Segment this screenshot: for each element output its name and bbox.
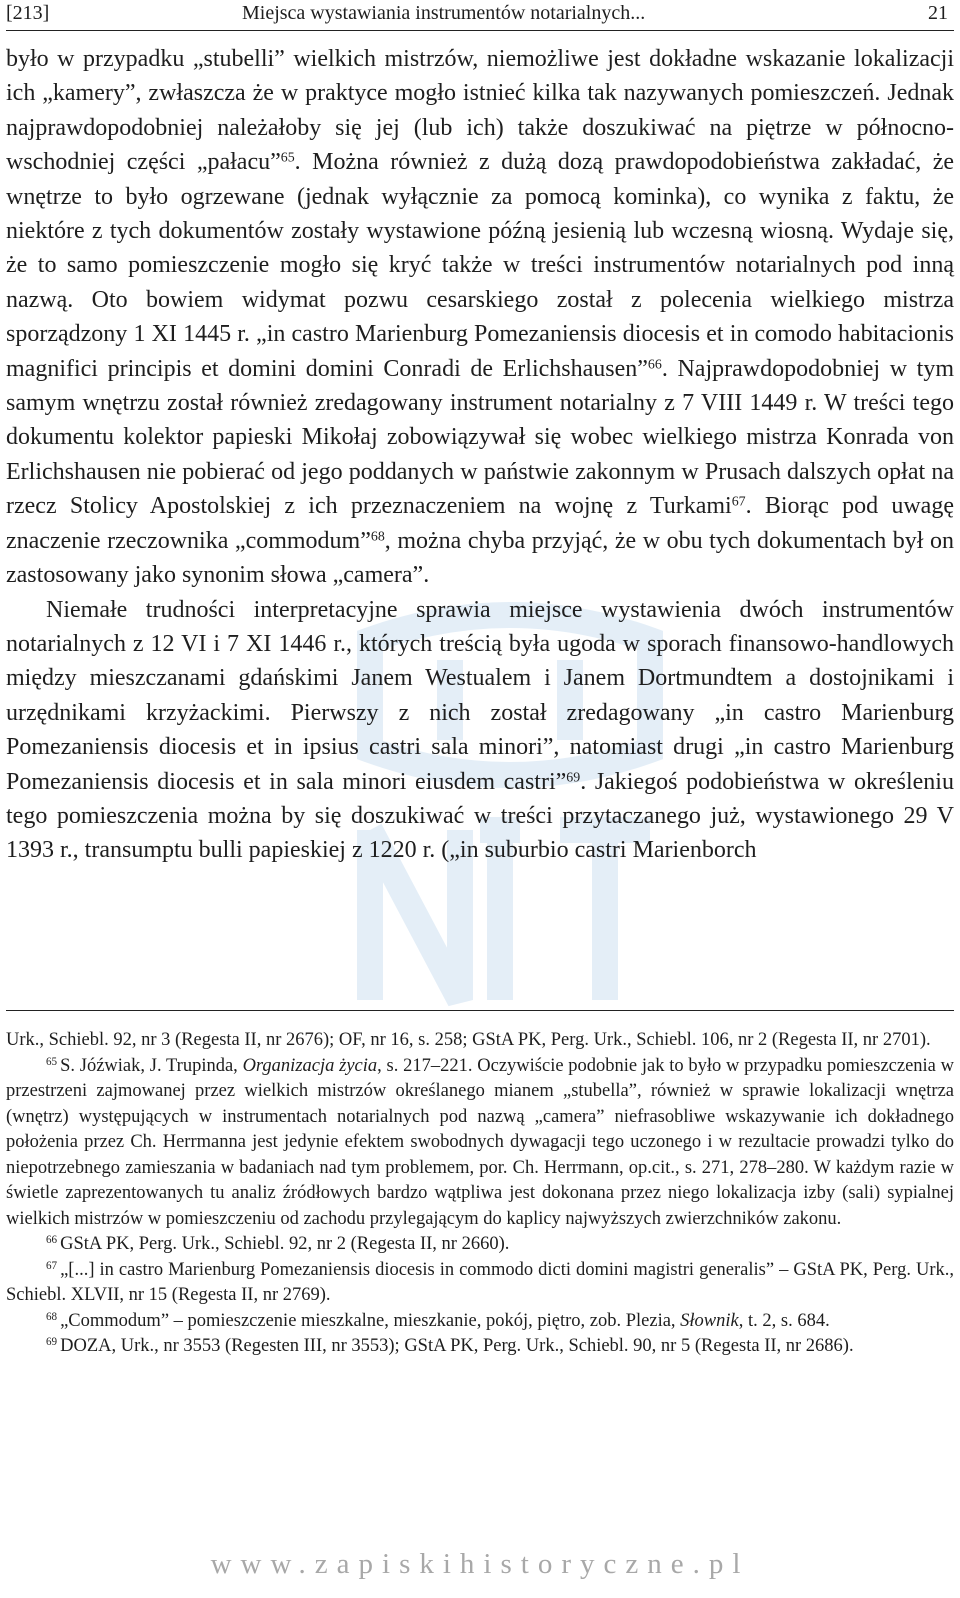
- running-header: [6, 0, 954, 31]
- paragraph: było w przypadku „stubelli” wielkich mistrzów, niemożliwe jest dokładne wskazanie lokalizacji ich „kamery”, zwłaszcza że w praktyce mogło istnieć kilka tak nazywanych pomieszczeń. Jednak najprawdopodobniej należałoby się jej (lub ich) także doszukiwać na piętrze w północno-wschodniej części „pałacu”$^{65}$. Można również z dużą dozą prawdopodobieństwa zakładać, że wnętrze to było ogrzewane (jednak wyłącznie za pomocą kominka), co wynika z faktu, że niektóre z tych dokumentów zostały wystawione późną jesienią lub wczesną wiosną. Wydaje się, że to samo pomieszczenie mogło się kryć także w treści instrumentów notarialnych pod inną nazwą. Oto bowiem widymat pozwu cesarskiego został z polecenia wielkiego mistrza sporządzony 1 XI 1445 r. „in castro Marienburg Pomezaniensis diocesis et in comodo habitacionis magnifici principis et domini domini Conradi de Erlichshausen”$^{66}$. Najprawdopodobniej w tym samym wnętrzu został również zredagowany instrument notarialny z 7 VIII 1449 r. W treści tego dokumentu kolektor papieski Mikołaj zobowiązywał się wobec wielkiego mistrza Konrada von Erlichshausen nie pobierać od jego poddanych w państwie zakonnym w Prusach dalszych opłat na rzecz Stolicy Apostolskiej z ich przeznaczeniem na wojnę z Turkami$^{67}$. Biorąc pod uwagę znaczenie rzeczownika „commodum”$^{68}$, można chyba przyjąć, że w obu tych dokumentach był on zastosowany jako synonim słowa „camera”.: [6, 46, 955, 589]
- footnote-67: $^{67}$ „[...] in castro Marienburg Pomezaniensis diocesis in commodo dicti domini magistri generalis” – GStA PK, Perg. Urk., Schiebl. XLVII, nr 15 (Regesta II, nr 2769).: [6, 1259, 954, 1305]
- footnote-ref: 65: [280, 150, 295, 166]
- footnotes: [6, 1028, 954, 1360]
- footnote-68: $^{68}$ „Commodum” – pomieszczenie mieszkalne, mieszkanie, pokój, piętro, zob. Plezia, Słownik, t. 2, s. 684.: [46, 1310, 830, 1331]
- footnote-66: $^{66}$ GStA PK, Perg. Urk., Schiebl. 92, nr 2 (Regesta II, nr 2660).: [46, 1234, 510, 1254]
- footnote-ref: 69: [566, 769, 581, 785]
- footnote-65: $^{65}$ S. Jóźwiak, J. Trupinda, Organizacja życia, s. 217–221. Oczywiście podobnie jak to było w przypadku pomieszczenia w przestrzeni zajmowanej przez wielkich mistrzów określanego mianem „stubella”, również w sprawie lokalizacji wnętrza (wnętrz) występujących w instrumentach notarialnych pod nazwą „camera” niefrasobliwe wskazywanie ich dokładnego położenia przez Ch. Herrmanna jest jedynie efektem swobodnych dywagacji tego uczonego i w rezultacie prowadzi tylko do niepotrzebnego zamieszania w badaniach nad tym problemem, por. Ch. Herrmann, op.cit., s. 271, 278–280. W każdym razie w świetle zaprezentowanych tu analiz źródłowych bardzo wątpliwa jest dokonana przez niego lokalizacja izby (sali) sypialnej wielkich mistrzów w pomieszczeniu od zachodu przylegającym do kaplicy najwyższych zwierzchników zakonu.: [6, 1055, 954, 1229]
- footnote-ref: 66: [647, 357, 662, 373]
- website-url: www.zapiskihistoryczne.pl: [210, 1548, 750, 1580]
- footnote-ref: 68: [370, 529, 385, 545]
- paragraph: Niemałe trudności interpretacyjne sprawia miejsce wystawienia dwóch instrumentów notarialnych z 12 VI i 7 XI 1446 r., których treścią była ugoda w sporach finansowo-handlowych między mieszczanami gdańskimi Janem Westualem i Janem Dortmundtem a dostojnikami i urzędnikami krzyżackimi. Pierwszy z nich został zredagowany „in castro Marienburg Pomezaniensis diocesis et in ipsius castri sala minori”, natomiast drugi „in castro Marienburg Pomezaniensis diocesis et in sala minori eiusdem castri”$^{69}$. Jakiegoś podobieństwa w określeniu tego pomieszczenia można by się doszukiwać w treści przytaczanego już, wystawionego 29 V 1393 r., transumptu bulli papieskiej z 1220 r. („in suburbio castri Marienborch: [6, 596, 954, 864]
- footnote-rule: [6, 1010, 954, 1011]
- main-text: [6, 42, 954, 868]
- footnote-ref: 67: [731, 494, 746, 510]
- footnote-69: $^{69}$ DOZA, Urk., nr 3553 (Regesten III, nr 3553); GStA PK, Perg. Urk., Schiebl. 90, nr 5 (Regesta II, nr 2686).: [46, 1336, 854, 1356]
- folio-number: 21: [928, 2, 948, 24]
- page-number: [213]: [6, 2, 50, 24]
- footnote-continued: Urk., Schiebl. 92, nr 3 (Regesta II, nr 2676); OF, nr 16, s. 258; GStA PK, Perg. Urk., Schiebl. 106, nr 2 (Regesta II, nr 2701).: [6, 1030, 931, 1050]
- running-title: Miejsca wystawiania instrumentów notarialnych...: [242, 2, 646, 24]
